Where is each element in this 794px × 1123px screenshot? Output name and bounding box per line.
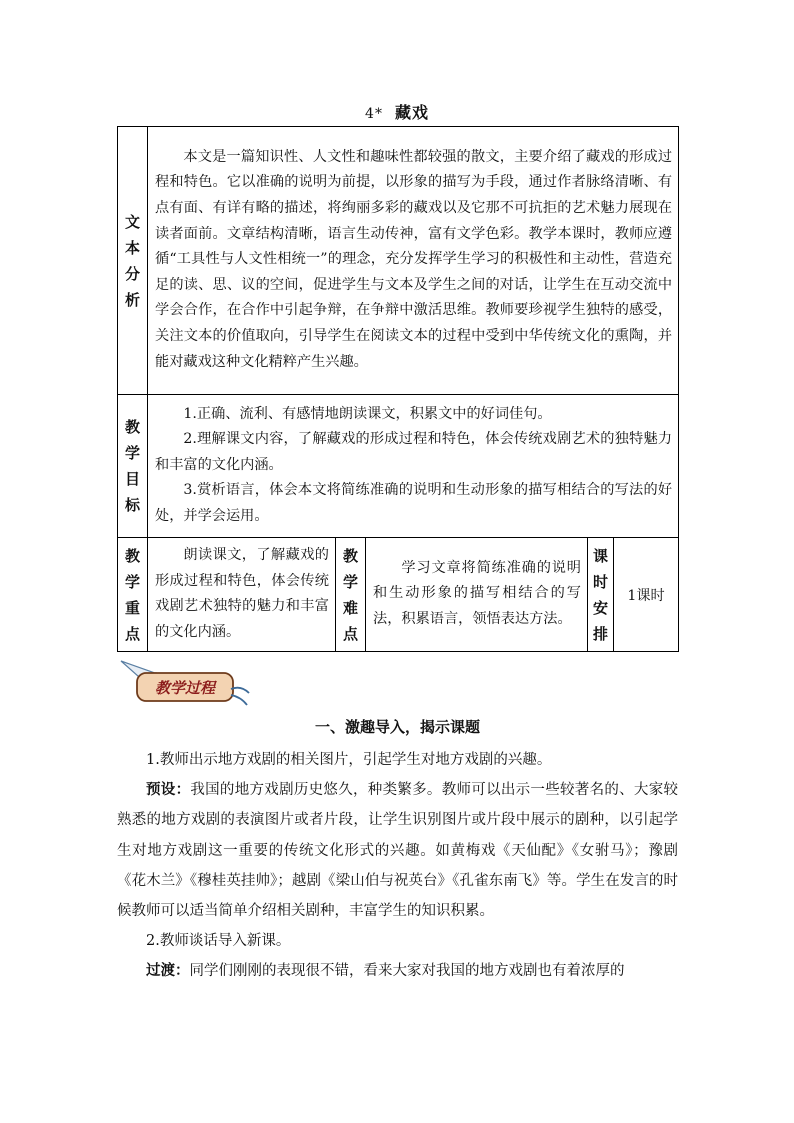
key-points-content: 朗读课文，了解藏戏的形成过程和特色，体会传统戏剧艺术独特的魅力和丰富的文化内涵。 [148,538,336,652]
label-difficulties: 教 学 难 点 [336,538,366,652]
svg-text:教学过程: 教学过程 [154,679,216,697]
text-analysis-content: 本文是一篇知识性、人文性和趣味性都较强的散文，主要介绍了藏戏的形成过程和特色。它以准确的说明为前提，以形象的描写为手段，通过作者脉络清晰、有点有面、有详有略的描述，将绚丽多彩的藏戏以及它那不可抗拒的艺术魅力展现在读者面前。文章结构清晰，语言生动传神，富有文学色彩。教学本课时，教师应遵循“工具性与人文性相统一”的理念，充分发挥学生学习的积极性和主动性，营造充足的读、思、议的空间，促进学生与文本及学生之间的对话，让学生在互动交流中学会合作，在合作中引起争辩，在争辩中激活思维。教师要珍视学生独特的感受，关注文本的价值取向，引导学生在阅读文本的过程中受到中华传统文化的熏陶，并能对藏戏这种文化精粹产生兴趣。 [148,127,679,395]
goal-item: 2.理解课文内容，了解藏戏的形成过程和特色，体会传统戏剧艺术的独特魅力和丰富的文化内涵。 [155,431,673,473]
lesson-body [117,712,678,987]
difficulties-content: 学习文章将简练准确的说明和生动形象的描写相结合的写法，积累语言，领悟表达方法。 [366,538,588,652]
lesson-title [0,100,794,123]
schedule-content: 1课时 [614,538,679,652]
goal-item: 3.赏析语言，体会本文将简练准确的说明和生动形象的描写相结合的写法的好处，并学会运用。 [155,482,673,524]
row-text-analysis [118,127,679,395]
section-heading: 一、激趣导入，揭示课题 [314,718,480,736]
teaching-process-banner [119,657,251,709]
label-goals: 教 学 目 标 [118,395,148,538]
row-goals [118,395,679,538]
goal-item: 1.正确、流利、有感情地朗读课文，积累文中的好词佳句。 [183,405,552,422]
lesson-number: 4* [365,106,383,122]
label-key-points: 教 学 重 点 [118,538,148,652]
label-schedule: 课 时 安 排 [588,538,614,652]
paragraph: 预设：我国的地方戏剧历史悠久，种类繁多。教师可以出示一些较著名的、大家较熟悉的地方戏剧的表演图片或者片段，让学生识别图片或片段中展示的剧种，以引起学生对地方戏剧这一重要的传统文化形式的兴趣。如黄梅戏《天仙配》《女驸马》；豫剧《花木兰》《穆桂英挂帅》；越剧《梁山伯与祝英台》《孔雀东南飞》等。学生在发言的时候教师可以适当简单介绍相关剧种，丰富学生的知识积累。 [117,781,678,920]
row-key-points [118,538,679,652]
transition-label: 过渡： [146,962,190,980]
label-text-analysis: 文 本 分 析 [118,127,148,395]
lesson-name: 藏戏 [394,103,429,122]
preset-label: 预设： [146,781,191,799]
paragraph: 2.教师谈话导入新课。 [146,933,291,950]
paragraph: 过渡：同学们刚刚的表现很不错，看来大家对我国的地方戏剧也有着浓厚的 [146,962,625,980]
lesson-info-table [117,126,679,652]
paragraph: 1.教师出示地方戏剧的相关图片，引起学生对地方戏剧的兴趣。 [146,752,552,768]
goals-content [148,395,679,538]
